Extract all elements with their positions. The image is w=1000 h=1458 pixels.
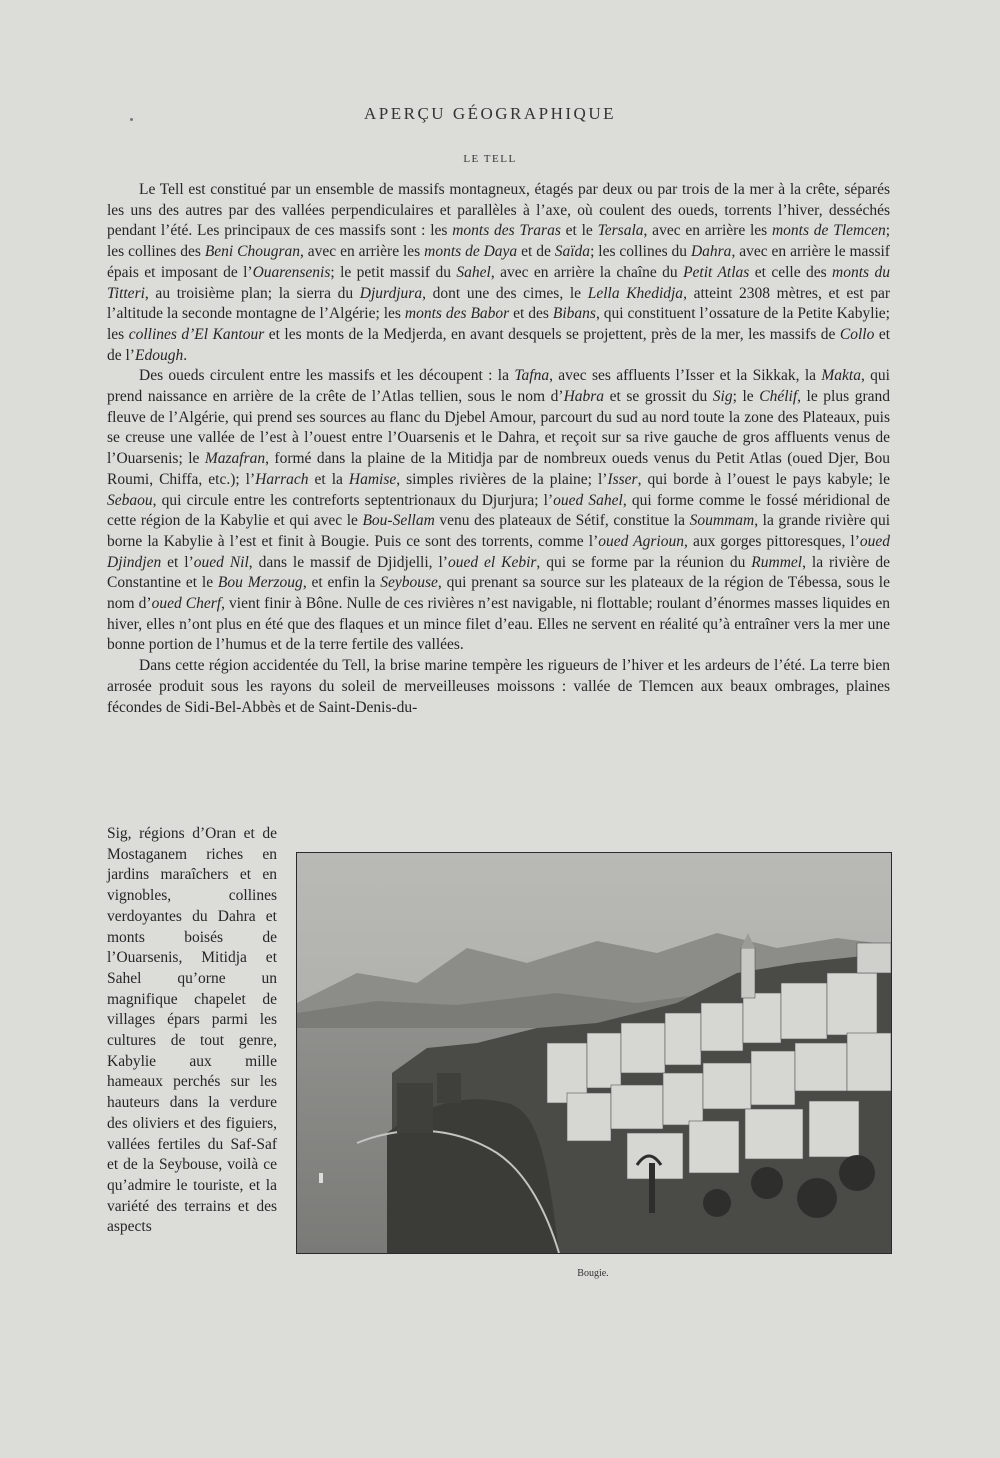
italic-place-name: Rummel — [751, 553, 803, 571]
italic-place-name: oued Nil — [193, 553, 249, 571]
text-run: , dont une des cimes, le — [422, 284, 588, 302]
text-run: et l’ — [161, 553, 194, 571]
italic-place-name: Collo — [839, 325, 875, 343]
paragraph-oueds — [107, 366, 890, 656]
text-run: et les monts de la Medjerda, en avant desquels se projettent, près de la mer, les massifs de — [264, 325, 840, 343]
text-run: ; le petit massif du — [330, 263, 457, 281]
italic-place-name: Lella Khedidja — [587, 284, 684, 302]
italic-place-name: Harrach — [255, 470, 309, 488]
italic-place-name: monts de Tlemcen — [771, 222, 886, 240]
italic-place-name: oued Agrioun — [598, 532, 684, 550]
text-run: et de l’ — [107, 325, 891, 364]
bougie-photograph — [296, 852, 892, 1254]
text-run: , au troisième plan; la sierra du — [144, 284, 360, 302]
text-run: , avec en arrière les — [300, 243, 425, 261]
italic-place-name: Tafna — [514, 367, 550, 385]
chapter-heading: APERÇU GÉOGRAPHIQUE — [364, 104, 616, 123]
text-run: , avec en arrière le massif épais et imposant de l’ — [107, 243, 890, 281]
italic-place-name: Seybouse — [380, 574, 438, 592]
text-run: , qui circule entre les contreforts septentrionaux du Djurjura; l’ — [152, 491, 554, 509]
text-run: , qui forme comme le fossé méridional de cette région de la Kabylie et qui avec le — [107, 491, 890, 530]
text-run: , avec en arrière les — [643, 222, 772, 240]
italic-place-name: Habra — [563, 388, 605, 406]
italic-place-name: Hamise — [348, 470, 397, 488]
text-run: venu des plateaux de Sétif, constitue la — [434, 512, 690, 530]
text-run: , qui constituent l’ossature de la Petite Kabylie; les — [107, 305, 890, 343]
italic-place-name: Sig — [712, 388, 733, 406]
italic-place-name: collines d’El Kantour — [128, 325, 265, 343]
text-run: et de — [517, 243, 555, 261]
text-run: et des — [509, 305, 553, 323]
text-run: Dans cette région accidentée du Tell, la brise marine tempère les rigueurs de l’hiver et les ardeurs de l’été. La terre bien arrosée produit sous les rayons du soleil de merveilleuses moissons : vallée de Tlemcen aux beaux ombrages, plaines fécondes de Sidi-Bel-Abbès et de Saint-Denis-du- — [107, 657, 890, 716]
italic-place-name: Makta — [821, 367, 861, 385]
text-run: , dans le massif de Djidjelli, l’ — [248, 553, 448, 571]
text-run: Le Tell est constitué par un ensemble de massifs montagneux, étagés par deux ou par trois de la mer à la crête, séparés les uns des autres par des vallées perpendiculaires et parallèles à l’axe, où coulent des oueds, torrents l’hiver, desséchés pendant l’été. Les principaux de ces massifs sont : les — [107, 181, 890, 240]
italic-place-name: Beni Chougran — [204, 243, 301, 261]
text-run: , avec en arrière la chaîne du — [490, 263, 684, 281]
text-run: , et enfin la — [302, 574, 381, 592]
italic-place-name: oued Cherf — [151, 595, 222, 613]
italic-place-name: Bou-Sellam — [362, 512, 435, 530]
text-run: ; les collines du — [590, 243, 691, 261]
italic-place-name: monts des Traras — [452, 222, 561, 240]
italic-place-name: Tersala — [597, 222, 644, 240]
italic-place-name: Mazafran — [204, 450, 266, 468]
text-run: ; les collines des — [107, 222, 891, 261]
italic-place-name: Saïda — [554, 243, 591, 261]
wrapped-column-text: Sig, régions d’Oran et de Mostaganem riches en jardins maraîchers et en vignobles, collines verdoyantes du Dahra et monts boisés de l’Ouarsenis, Mitidja et Sahel qu’orne un magnifique chapelet de villages épars parmi les cultures de tout genre, Kabylie aux mille hameaux perchés sur les hauteurs dans la verdure des oliviers et des figuiers, vallées fertiles du Saf-Saf et de la Seybouse, voilà ce qu’admire le touriste, et la variété des terrains et des aspects — [107, 825, 277, 1236]
italic-place-name: Petit Atlas — [683, 263, 750, 281]
text-run: , simples rivières de la plaine; l’ — [396, 470, 608, 488]
text-run: , la rivière de Constantine et le — [107, 553, 890, 592]
text-run: , qui se forme par la réunion du — [536, 553, 752, 571]
italic-place-name: Djurdjura — [359, 284, 423, 302]
text-run: , avec ses affluents l’Isser et la Sikkak, la — [549, 367, 822, 385]
section-subheading: LE TELL — [463, 153, 517, 165]
italic-place-name: Sahel — [456, 263, 491, 281]
italic-place-name: oued Sahel — [553, 491, 623, 509]
italic-place-name: Edough — [134, 346, 184, 364]
text-run: et se grossit du — [604, 388, 713, 406]
text-run: et celle des — [749, 263, 833, 281]
text-run: , aux gorges pittoresques, l’ — [683, 532, 860, 550]
text-run: Des oueds circulent entre les massifs et les découpent : la — [139, 367, 515, 385]
text-run: , qui prenant sa source sur les plateaux de la région de Tébessa, sous le nom d’ — [107, 574, 890, 613]
paragraph-climate — [107, 656, 890, 718]
text-run: , formé dans la plaine de la Mitidja par de nombreux oueds venus du Petit Atlas (oued Djer, Bou Roumi, Chiffa, etc.); l’ — [107, 450, 890, 488]
italic-place-name: monts du Titteri — [107, 263, 890, 302]
text-run: ; le — [732, 388, 760, 406]
text-run: , la grande rivière qui borne la Kabylie à l’est et finit à Bougie. Puis ce sont des torrents, comme l’ — [107, 512, 891, 550]
text-run: , vient finir à Bône. Nulle de ces rivières n’est navigable, ni flottable; roulant d’énormes masses liquides en hiver, elles n’ont plus en été que des flaques et un mince filet d’eau. Elles ne servent en réalité qu’à entraîner vers la mer une bonne portion de l’humus et de la terre fertile des vallées. — [107, 595, 891, 654]
paragraph-massifs — [107, 180, 890, 366]
italic-place-name: Soummam — [689, 512, 755, 530]
italic-place-name: Ouarensenis — [252, 263, 331, 281]
text-run: , atteint 2308 mètres, et est par l’altitude la seconde montagne de l’Algérie; les — [107, 284, 890, 323]
italic-place-name: monts des Babor — [404, 305, 510, 323]
main-body-text — [107, 180, 890, 718]
bougie-harbor-image — [297, 853, 891, 1253]
italic-place-name: oued Djindjen — [107, 532, 891, 571]
photo-caption: Bougie. — [577, 1268, 609, 1279]
text-run: , le plus grand fleuve de l’Algérie, qui prend ses sources au flanc du Djebel Amour, parcourt du sud au nord toute la zone des Plateaux, puis se creuse une vallée de l’est à l’ouest entre l’Ouarsenis et le Dahra, et reçoit sur sa rive gauche de gros affluents venus de l’Ouarsenis; le — [107, 388, 890, 468]
italic-place-name: Sebaou — [107, 491, 153, 509]
text-run: , qui borde à l’ouest le pays kabyle; le — [637, 470, 890, 488]
italic-place-name: Dahra — [690, 243, 732, 261]
italic-place-name: Chélif — [759, 388, 798, 406]
text-run: et le — [560, 222, 598, 240]
text-run: et la — [308, 470, 349, 488]
italic-place-name: Isser — [607, 470, 638, 488]
italic-place-name: monts de Daya — [424, 243, 518, 261]
italic-place-name: Bou Merzoug — [217, 574, 303, 592]
italic-place-name: oued el Kebir — [447, 553, 537, 571]
italic-place-name: Bibans — [552, 305, 596, 323]
text-run: , qui prend naissance en arrière de la crête de l’Atlas tellien, sous le nom d’ — [107, 367, 890, 406]
text-run: . — [183, 346, 188, 364]
